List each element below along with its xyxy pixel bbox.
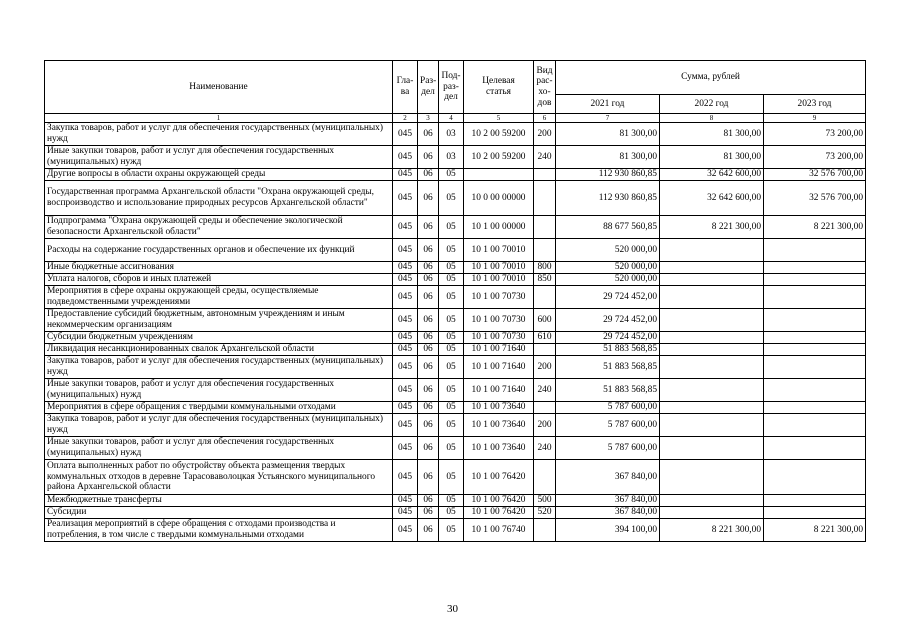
row-glava: 045 <box>393 309 418 332</box>
row-podrazdel: 05 <box>439 309 464 332</box>
row-vid-rashodov <box>534 169 556 181</box>
row-razdel: 06 <box>418 437 439 460</box>
row-razdel: 06 <box>418 507 439 519</box>
row-podrazdel: 05 <box>439 460 464 495</box>
col-header-summa: Сумма, рублей <box>556 61 866 95</box>
row-razdel: 06 <box>418 414 439 437</box>
row-celevaya-statya: 10 1 00 70010 <box>464 274 534 286</box>
row-vid-rashodov: 200 <box>534 414 556 437</box>
row-sum-2021: 81 300,00 <box>556 146 660 169</box>
row-sum-2023 <box>764 332 866 344</box>
row-celevaya-statya: 10 1 00 73640 <box>464 414 534 437</box>
col-header-vid-rashodov: Вид рас- хо- дов <box>534 61 556 114</box>
row-glava: 045 <box>393 239 418 262</box>
row-vid-rashodov <box>534 239 556 262</box>
row-name: Закупка товаров, работ и услуг для обеспечения государственных (муниципальных) нужд <box>45 123 393 146</box>
row-sum-2022 <box>660 356 764 379</box>
row-sum-2021: 81 300,00 <box>556 123 660 146</box>
row-glava: 045 <box>393 507 418 519</box>
row-razdel: 06 <box>418 344 439 356</box>
row-sum-2023: 32 576 700,00 <box>764 181 866 216</box>
budget-table <box>44 60 866 542</box>
row-sum-2023 <box>764 286 866 309</box>
row-podrazdel: 05 <box>439 332 464 344</box>
row-celevaya-statya: 10 1 00 76740 <box>464 519 534 542</box>
row-sum-2021: 29 724 452,00 <box>556 309 660 332</box>
row-name: Предоставление субсидий бюджетным, автономным учреждениям и иным некоммерческим организациям <box>45 309 393 332</box>
row-glava: 045 <box>393 414 418 437</box>
col-number: 1 <box>45 114 393 123</box>
row-glava: 045 <box>393 519 418 542</box>
column-number-row <box>45 114 866 123</box>
row-podrazdel: 05 <box>439 169 464 181</box>
row-vid-rashodov: 240 <box>534 146 556 169</box>
table-row <box>45 414 866 437</box>
row-podrazdel: 05 <box>439 437 464 460</box>
row-razdel: 06 <box>418 274 439 286</box>
row-name: Закупка товаров, работ и услуг для обеспечения государственных (муниципальных) нужд <box>45 356 393 379</box>
table-row <box>45 286 866 309</box>
row-name: Государственная программа Архангельской области "Охрана окружающей среды, воспроизводство и использование природных ресурсов Архангельской области" <box>45 181 393 216</box>
row-celevaya-statya: 10 1 00 73640 <box>464 437 534 460</box>
row-sum-2022 <box>660 286 764 309</box>
row-vid-rashodov: 610 <box>534 332 556 344</box>
row-sum-2021: 51 883 568,85 <box>556 356 660 379</box>
row-vid-rashodov: 240 <box>534 379 556 402</box>
row-sum-2021: 5 787 600,00 <box>556 414 660 437</box>
row-name: Подпрограмма "Охрана окружающей среды и обеспечение экологической безопасности Архангельской области" <box>45 216 393 239</box>
row-sum-2023 <box>764 402 866 414</box>
row-name: Иные закупки товаров, работ и услуг для обеспечения государственных (муниципальных) нужд <box>45 437 393 460</box>
col-header-glava: Гла- ва <box>393 61 418 114</box>
row-sum-2022 <box>660 507 764 519</box>
table-row <box>45 274 866 286</box>
col-number: 9 <box>764 114 866 123</box>
row-glava: 045 <box>393 146 418 169</box>
row-podrazdel: 05 <box>439 495 464 507</box>
row-sum-2022: 8 221 300,00 <box>660 519 764 542</box>
col-header-celevaya-statya: Целевая статья <box>464 61 534 114</box>
row-name: Иные закупки товаров, работ и услуг для обеспечения государственных (муниципальных) нужд <box>45 146 393 169</box>
row-razdel: 06 <box>418 146 439 169</box>
row-celevaya-statya: 10 1 00 71640 <box>464 344 534 356</box>
row-sum-2023 <box>764 495 866 507</box>
col-header-name: Наименование <box>45 61 393 114</box>
row-razdel: 06 <box>418 495 439 507</box>
table-row <box>45 495 866 507</box>
col-header-2023: 2023 год <box>764 95 866 114</box>
row-sum-2022 <box>660 460 764 495</box>
row-sum-2021: 51 883 568,85 <box>556 379 660 402</box>
row-razdel: 06 <box>418 309 439 332</box>
row-vid-rashodov <box>534 181 556 216</box>
col-header-podrazdel: Под- раз- дел <box>439 61 464 114</box>
page-number: 30 <box>447 603 458 615</box>
row-podrazdel: 05 <box>439 507 464 519</box>
row-name: Субсидии <box>45 507 393 519</box>
row-name: Мероприятия в сфере обращения с твердыми коммунальными отходами <box>45 402 393 414</box>
row-sum-2021: 394 100,00 <box>556 519 660 542</box>
row-vid-rashodov: 500 <box>534 495 556 507</box>
row-vid-rashodov: 850 <box>534 274 556 286</box>
col-number: 3 <box>418 114 439 123</box>
row-podrazdel: 05 <box>439 239 464 262</box>
row-vid-rashodov: 800 <box>534 262 556 274</box>
row-sum-2023 <box>764 262 866 274</box>
row-glava: 045 <box>393 356 418 379</box>
row-vid-rashodov: 520 <box>534 507 556 519</box>
row-glava: 045 <box>393 169 418 181</box>
row-sum-2021: 29 724 452,00 <box>556 332 660 344</box>
row-sum-2021: 88 677 560,85 <box>556 216 660 239</box>
row-razdel: 06 <box>418 216 439 239</box>
row-razdel: 06 <box>418 181 439 216</box>
row-razdel: 06 <box>418 239 439 262</box>
row-sum-2021: 520 000,00 <box>556 262 660 274</box>
row-celevaya-statya: 10 2 00 59200 <box>464 123 534 146</box>
row-razdel: 06 <box>418 123 439 146</box>
table-row <box>45 507 866 519</box>
col-number: 5 <box>464 114 534 123</box>
row-glava: 045 <box>393 344 418 356</box>
row-vid-rashodov: 240 <box>534 437 556 460</box>
table-row <box>45 379 866 402</box>
row-razdel: 06 <box>418 356 439 379</box>
row-sum-2022: 32 642 600,00 <box>660 181 764 216</box>
row-sum-2022 <box>660 414 764 437</box>
row-sum-2022 <box>660 379 764 402</box>
table-row <box>45 216 866 239</box>
row-celevaya-statya: 10 0 00 00000 <box>464 181 534 216</box>
table-row <box>45 402 866 414</box>
row-name: Ликвидация несанкционированных свалок Архангельской области <box>45 344 393 356</box>
row-podrazdel: 05 <box>439 274 464 286</box>
row-vid-rashodov <box>534 216 556 239</box>
table-row <box>45 169 866 181</box>
row-celevaya-statya: 10 1 00 70010 <box>464 239 534 262</box>
row-razdel: 06 <box>418 332 439 344</box>
row-sum-2021: 367 840,00 <box>556 460 660 495</box>
table-row <box>45 460 866 495</box>
row-sum-2021: 520 000,00 <box>556 274 660 286</box>
row-vid-rashodov: 200 <box>534 123 556 146</box>
row-podrazdel: 03 <box>439 146 464 169</box>
row-razdel: 06 <box>418 379 439 402</box>
row-podrazdel: 05 <box>439 402 464 414</box>
row-sum-2023 <box>764 356 866 379</box>
row-sum-2021: 520 000,00 <box>556 239 660 262</box>
row-sum-2023: 8 221 300,00 <box>764 519 866 542</box>
row-sum-2022: 81 300,00 <box>660 123 764 146</box>
row-sum-2022 <box>660 239 764 262</box>
row-glava: 045 <box>393 437 418 460</box>
row-sum-2022 <box>660 332 764 344</box>
row-sum-2023: 32 576 700,00 <box>764 169 866 181</box>
row-glava: 045 <box>393 262 418 274</box>
row-podrazdel: 05 <box>439 262 464 274</box>
row-vid-rashodov: 200 <box>534 356 556 379</box>
row-celevaya-statya: 10 1 00 00000 <box>464 216 534 239</box>
table-row <box>45 146 866 169</box>
row-celevaya-statya: 10 1 00 70730 <box>464 332 534 344</box>
row-sum-2022 <box>660 274 764 286</box>
col-number: 7 <box>556 114 660 123</box>
row-celevaya-statya: 10 1 00 70730 <box>464 309 534 332</box>
row-vid-rashodov <box>534 519 556 542</box>
row-podrazdel: 03 <box>439 123 464 146</box>
row-sum-2021: 112 930 860,85 <box>556 181 660 216</box>
table-row <box>45 344 866 356</box>
row-celevaya-statya: 10 1 00 76420 <box>464 460 534 495</box>
row-sum-2022 <box>660 344 764 356</box>
row-celevaya-statya: 10 2 00 59200 <box>464 146 534 169</box>
col-header-2022: 2022 год <box>660 95 764 114</box>
header-row-1 <box>45 61 866 95</box>
row-sum-2023: 73 200,00 <box>764 123 866 146</box>
row-razdel: 06 <box>418 169 439 181</box>
col-number: 4 <box>439 114 464 123</box>
row-name: Оплата выполненных работ по обустройству объекта размещения твердых коммунальных отходов в деревне Тарасоваволоцкая Устьянского муниципального района Архангельской области <box>45 460 393 495</box>
row-sum-2023 <box>764 274 866 286</box>
row-sum-2023 <box>764 379 866 402</box>
row-name: Субсидии бюджетным учреждениям <box>45 332 393 344</box>
row-glava: 045 <box>393 274 418 286</box>
row-glava: 045 <box>393 495 418 507</box>
row-podrazdel: 05 <box>439 344 464 356</box>
row-sum-2021: 51 883 568,85 <box>556 344 660 356</box>
row-glava: 045 <box>393 402 418 414</box>
row-sum-2022 <box>660 309 764 332</box>
row-celevaya-statya: 10 1 00 71640 <box>464 379 534 402</box>
row-sum-2023 <box>764 507 866 519</box>
row-sum-2023: 8 221 300,00 <box>764 216 866 239</box>
row-podrazdel: 05 <box>439 519 464 542</box>
row-podrazdel: 05 <box>439 414 464 437</box>
row-celevaya-statya: 10 1 00 76420 <box>464 495 534 507</box>
table-row <box>45 437 866 460</box>
row-podrazdel: 05 <box>439 216 464 239</box>
row-glava: 045 <box>393 286 418 309</box>
table-row <box>45 239 866 262</box>
row-podrazdel: 05 <box>439 356 464 379</box>
row-razdel: 06 <box>418 519 439 542</box>
row-sum-2022 <box>660 495 764 507</box>
table-row <box>45 123 866 146</box>
row-celevaya-statya: 10 1 00 71640 <box>464 356 534 379</box>
row-sum-2021: 29 724 452,00 <box>556 286 660 309</box>
table-row <box>45 356 866 379</box>
row-name: Уплата налогов, сборов и иных платежей <box>45 274 393 286</box>
row-podrazdel: 05 <box>439 286 464 309</box>
row-name: Другие вопросы в области охраны окружающей среды <box>45 169 393 181</box>
row-glava: 045 <box>393 123 418 146</box>
row-celevaya-statya: 10 1 00 73640 <box>464 402 534 414</box>
row-razdel: 06 <box>418 460 439 495</box>
col-header-razdel: Раз- дел <box>418 61 439 114</box>
row-sum-2022 <box>660 437 764 460</box>
row-sum-2022: 8 221 300,00 <box>660 216 764 239</box>
row-name: Иные бюджетные ассигнования <box>45 262 393 274</box>
row-sum-2021: 367 840,00 <box>556 507 660 519</box>
table-body <box>45 123 866 542</box>
table-row <box>45 519 866 542</box>
row-name: Мероприятия в сфере охраны окружающей среды, осуществляемые подведомственными учреждениями <box>45 286 393 309</box>
row-name: Закупка товаров, работ и услуг для обеспечения государственных (муниципальных) нужд <box>45 414 393 437</box>
row-razdel: 06 <box>418 402 439 414</box>
row-sum-2022: 32 642 600,00 <box>660 169 764 181</box>
row-vid-rashodov <box>534 402 556 414</box>
row-celevaya-statya: 10 1 00 76420 <box>464 507 534 519</box>
table-row <box>45 262 866 274</box>
row-sum-2021: 112 930 860,85 <box>556 169 660 181</box>
row-vid-rashodov <box>534 344 556 356</box>
col-number: 6 <box>534 114 556 123</box>
row-glava: 045 <box>393 332 418 344</box>
row-name: Иные закупки товаров, работ и услуг для обеспечения государственных (муниципальных) нужд <box>45 379 393 402</box>
row-celevaya-statya <box>464 169 534 181</box>
row-name: Реализация мероприятий в сфере обращения с отходами производства и потребления, в том числе с твердыми коммунальными отходами <box>45 519 393 542</box>
row-sum-2021: 5 787 600,00 <box>556 437 660 460</box>
row-sum-2023 <box>764 309 866 332</box>
row-podrazdel: 05 <box>439 379 464 402</box>
row-glava: 045 <box>393 460 418 495</box>
row-sum-2023 <box>764 414 866 437</box>
row-razdel: 06 <box>418 286 439 309</box>
row-celevaya-statya: 10 1 00 70010 <box>464 262 534 274</box>
row-sum-2023 <box>764 460 866 495</box>
row-sum-2021: 367 840,00 <box>556 495 660 507</box>
row-sum-2023 <box>764 437 866 460</box>
row-vid-rashodov: 600 <box>534 309 556 332</box>
row-sum-2022 <box>660 402 764 414</box>
table-row <box>45 309 866 332</box>
col-header-2021: 2021 год <box>556 95 660 114</box>
row-glava: 045 <box>393 181 418 216</box>
table-row <box>45 181 866 216</box>
table-row <box>45 332 866 344</box>
row-name: Расходы на содержание государственных органов и обеспечение их функций <box>45 239 393 262</box>
row-razdel: 06 <box>418 262 439 274</box>
row-name: Межбюджетные трансферты <box>45 495 393 507</box>
row-sum-2022 <box>660 262 764 274</box>
row-podrazdel: 05 <box>439 181 464 216</box>
row-sum-2021: 5 787 600,00 <box>556 402 660 414</box>
col-number: 8 <box>660 114 764 123</box>
row-glava: 045 <box>393 379 418 402</box>
row-glava: 045 <box>393 216 418 239</box>
row-sum-2023 <box>764 239 866 262</box>
row-celevaya-statya: 10 1 00 70730 <box>464 286 534 309</box>
row-sum-2023 <box>764 344 866 356</box>
row-sum-2022: 81 300,00 <box>660 146 764 169</box>
col-number: 2 <box>393 114 418 123</box>
row-vid-rashodov <box>534 460 556 495</box>
row-sum-2023: 73 200,00 <box>764 146 866 169</box>
row-vid-rashodov <box>534 286 556 309</box>
